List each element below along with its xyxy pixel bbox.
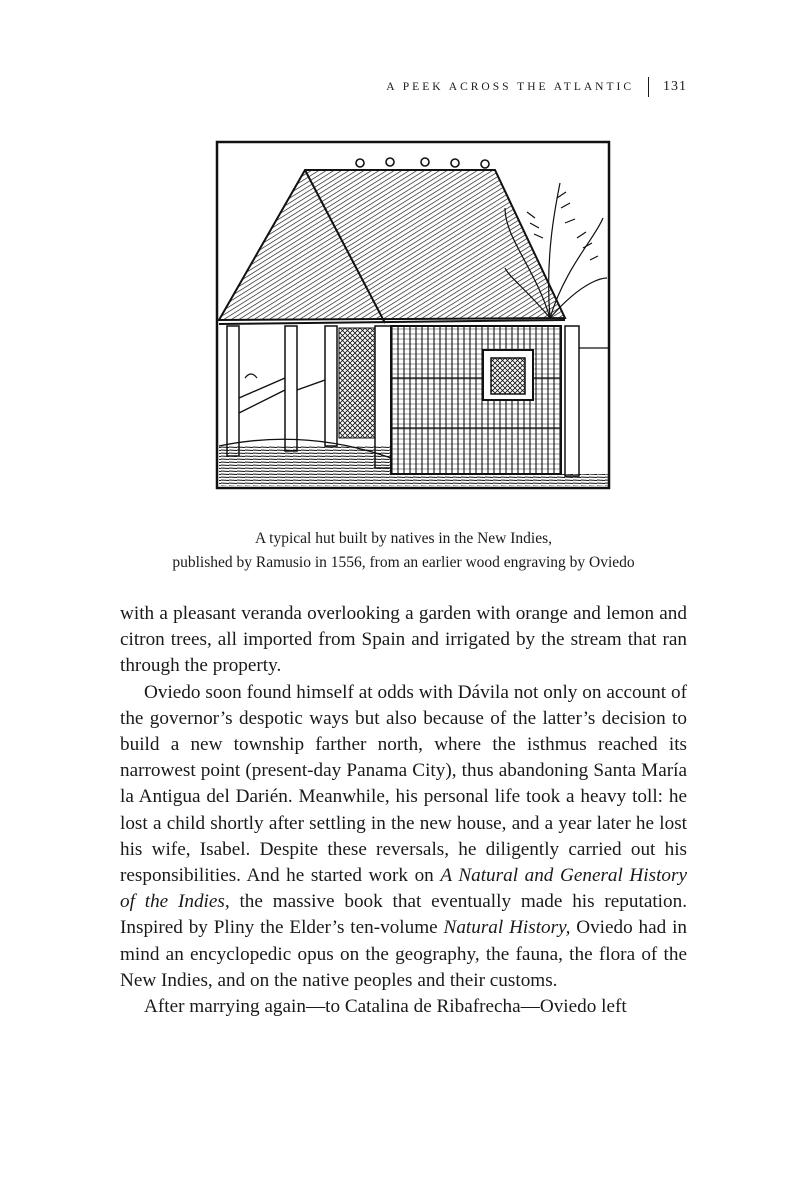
text-run: Oviedo had in mind an encyclopedic opus on the geography, the fauna, the flora of the New Indies, and on the native peoples and their customs. bbox=[120, 917, 688, 991]
book-title: Natural History, bbox=[443, 917, 571, 939]
running-head bbox=[386, 76, 687, 98]
book-title: A Natural and General History of the Indies, bbox=[120, 865, 687, 913]
paragraph bbox=[120, 680, 687, 994]
running-head-title: A PEEK ACROSS THE ATLANTIC bbox=[386, 81, 634, 93]
text-run: the massive book that eventually made his reputation. Inspired by Pliny the Elder’s ten-volume bbox=[120, 891, 687, 939]
caption-line: A typical hut built by natives in the New Indies, bbox=[254, 530, 553, 547]
text-run: Oviedo soon found himself at odds with Dávila not only on account of the governor’s despotic ways but also because of the latter’s decision to build a new township farther north, where the isthmus reached its narrowest point (present-day Panama City), thus abandoning Santa María la Antigua del Darién. Meanwhile, his personal life took a heavy toll: he lost a child shortly after settling in the new house, and a year later he lost his wife, Isabel. Despite these reversals, he diligently carried out his responsibilities. And he started work on bbox=[120, 681, 687, 887]
body-text bbox=[120, 601, 687, 1020]
figure-caption bbox=[120, 527, 687, 575]
paragraph: After marrying again—to Catalina de Ribafrecha—Oviedo left bbox=[144, 996, 627, 1018]
running-head-divider bbox=[648, 77, 649, 97]
caption-line: published by Ramusio in 1556, from an earlier wood engraving by Oviedo bbox=[172, 554, 635, 571]
paragraph: with a pleasant veranda overlooking a garden with orange and lemon and citron trees, all imported from Spain and irrigated by the stream that ran through the property. bbox=[120, 603, 687, 677]
woodcut-hut-illustration bbox=[205, 128, 617, 498]
page-number: 131 bbox=[663, 79, 687, 94]
